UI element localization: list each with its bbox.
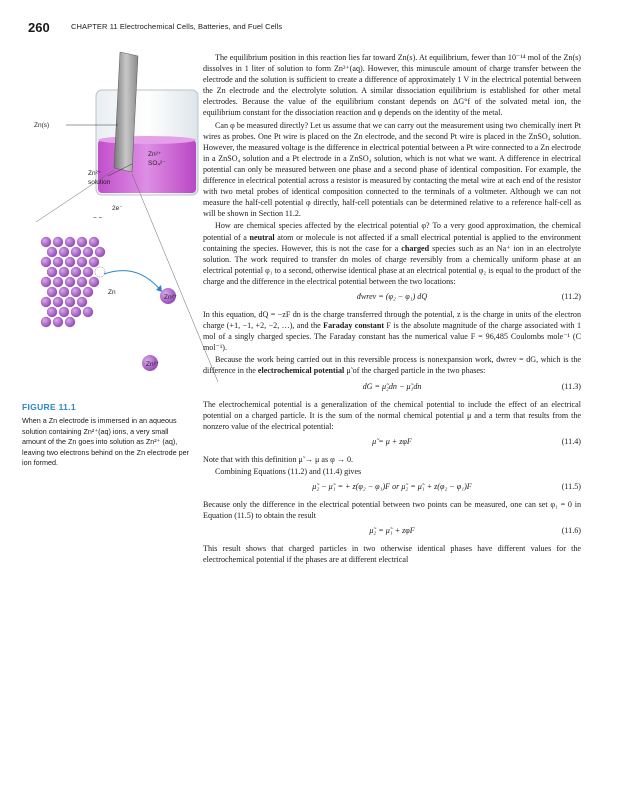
paragraph-2: Can φ be measured directly? Let us assume that we can carry out the measurement using two chemically inert Pt wires as probes. One Pt wire is placed on the Zn electrode, and the second Pt wire is placed in the ZnSO₄ solution. However, the measured voltage is the difference in electrical potential between a Pt wire connected to a Zn electrode in a ZnSO₄ solution and a Pt electrode in a ZnSO₄ solution, which is not what we want. A difference in electrical potential can only be measured between one phase and a second phase of identical composition. For example, the difference in electrical potential across a resistor is measured by contacting the metal wire at each end of the resistor with two metal probes of identical composition connected to the terminals of a voltmeter. Although we can not measure the half-cell potential φ directly, half-cell potentials can be determined relative to a reference half-cell as will be shown in Section 11.2. (203, 120, 581, 219)
solution-liquid (98, 140, 196, 193)
label-so4: SO₄²⁻ (148, 160, 166, 167)
label-zn2-solution: Zn²⁺ (88, 170, 102, 177)
equation-11-5: μ̃₂ − μ̃₁ = + z(φ₂ − φ₁)F or μ̃₂ = μ̃₁ + z(φ₂ − φ₁)F (11.5) (312, 482, 581, 491)
paragraph-10: This result shows that charged particles in two otherwise identical phases have different values for the electrochemical potential if the phases are at different electrical (203, 544, 581, 565)
zn-lattice (41, 237, 105, 327)
paragraph-8: Combining Equations (11.2) and (11.4) gives (215, 466, 362, 476)
e-minus-marks: − − (93, 215, 103, 222)
label-zn-atom: Zn (108, 289, 116, 296)
paragraph-4: In this equation, dQ = −zF dn is the charge transferred through the potential, z is the charge in units of the electron charge (+1, −1, +2, −2, …), and the Faraday constant F is the absolute magnitude of the charge associated with 1 mol of a singly charged species. The Faraday constant has the numerical value F = 96,485 Coulombs mole⁻¹ (C mol⁻¹). (203, 309, 582, 353)
equation-11-2: đwrev = (φ₂ − φ₁) dQ (11.2) (356, 291, 581, 301)
page-number: 260 (28, 20, 50, 35)
paragraph-7: Note that with this definition μ̃ → μ as φ → 0. (203, 454, 354, 464)
figure-caption (22, 402, 192, 468)
running-title: CHAPTER 11 Electrochemical Cells, Batteries, and Fuel Cells (71, 22, 283, 31)
paragraph-5: Because the work being carried out in this reversible process is nonexpansion work, đwrev = dG, which is the difference in the electrochemical potential μ̃ of the charged particle in the two phases: (203, 355, 581, 376)
label-zn2-bottom: Zn²⁺ (146, 361, 160, 368)
paragraph-9: Because only the difference in the electrical potential between two points can be measured, one can set φ₁ = 0 in Equation (11.5) to obtain the result (203, 500, 581, 521)
label-zn2-right: Zn²⁺ (164, 294, 178, 301)
paragraph-3: How are chemical species affected by the electrical potential φ? To a very good approximation, the chemical potential of a neutral atom or molecule is not affected if a small electrical potential is applied to the environment containing the species. However, this is not the case for a charged species such as an Na⁺ ion in an electrolyte solution. The work required to transfer dn moles of charge reversibly from a chemically uniform phase at an electrical potential φ₁ to a second, otherwise identical phase at an electrical potential φ₂ is equal to the product of the charge and the difference in the electrical potential between the two locations: (203, 221, 581, 286)
equation-11-3: dG = μ̃₂dn − μ̃₁dn (11.3) (362, 381, 581, 391)
main-text (203, 52, 581, 566)
label-zn-s: Zn(s) (34, 122, 50, 129)
label-2e: 2e⁻ (112, 205, 123, 212)
page-header (28, 20, 606, 40)
caption-title: FIGURE 11.1 (22, 402, 76, 412)
equation-11-6: μ̃₂ = μ̃₁ + zφF (11.6) (369, 526, 581, 536)
caption-text: When a Zn electrode is immersed in an aqueous solution containing Zn²⁺(aq) ions, a very small amount of the Zn goes into solution as Zn²⁺ (aq), leaving two electrons behind on the Zn electrode per ion formed. (22, 416, 190, 468)
figure-11-1 (28, 52, 218, 382)
label-zn2-top: Zn²⁺ (148, 151, 162, 158)
label-solution: solution (88, 179, 111, 186)
paragraph-6: The electrochemical potential is a generalization of the chemical potential to include the effect of an electrical potential on a charged particle. It is the sum of the normal chemical potential μ and a term that results from the nonzero value of the electrical potential: (203, 399, 581, 431)
paragraph-1: The equilibrium position in this reaction lies far toward Zn(s). At equilibrium, fewer than 10⁻¹⁴ mol of the Zn(s) dissolves in 1 liter of solution to form Zn²⁺(aq). However, this minuscule amount of charge transfer between the electrode and the solution is sufficient to create a difference of approximately 1 V in the electrical potential between the Zn electrode and the electrolyte solution. A similar dissociation equilibrium is established for other metal electrodes. Because the value of the equilibrium constant depends on ΔG°f of the solvated metal ion, the equilibrium constant for the dissociation reaction and φ depends on the identity of the metal. (203, 53, 581, 118)
equation-11-4: μ̃ = μ + zφF (11.4) (372, 436, 581, 446)
